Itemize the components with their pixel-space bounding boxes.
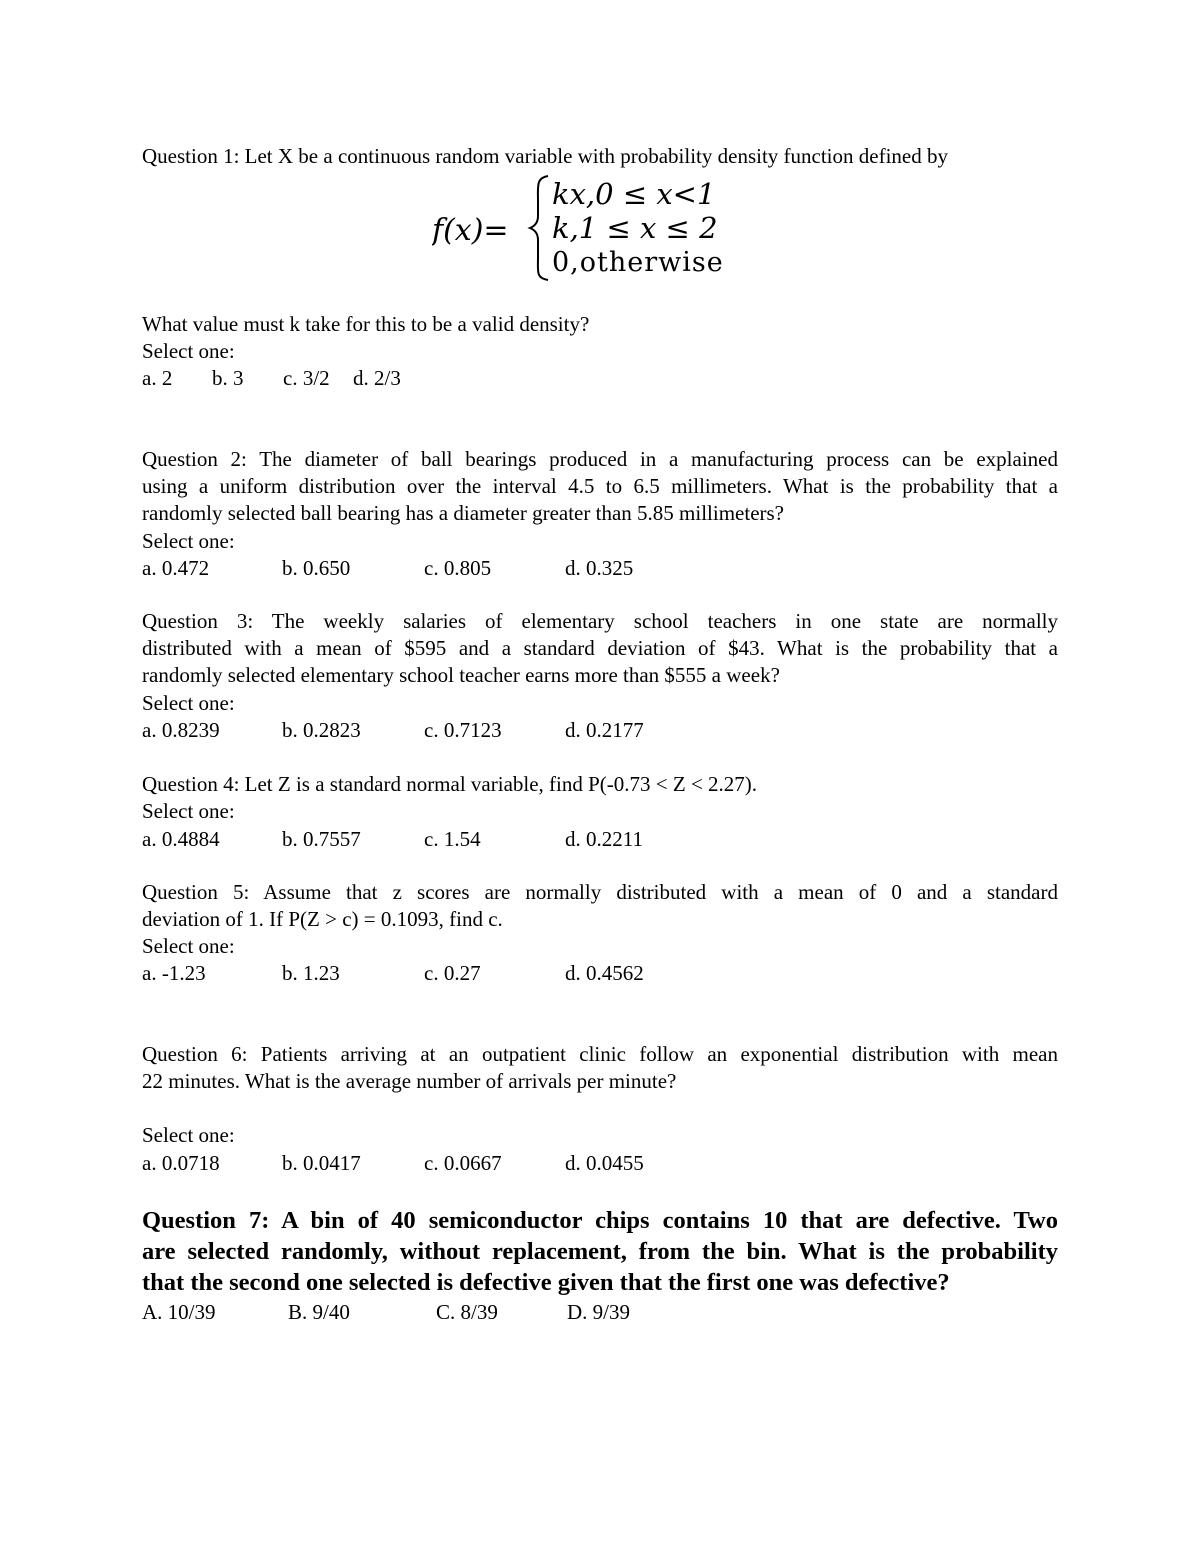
q6-option-d: d. 0.0455 (565, 1151, 644, 1175)
q5-option-a: a. -1.23 (142, 961, 206, 985)
q4-option-d: d. 0.2211 (565, 827, 643, 851)
q2-line-2: using a uniform distribution over the interval 4.5 to 6.5 millimeters. What is the probability that a (142, 474, 1058, 499)
q3-option-b: b. 0.2823 (282, 718, 361, 742)
q2-option-a: a. 0.472 (142, 556, 210, 580)
q7-options (142, 1299, 702, 1326)
q5-line-2: deviation of 1. If P(Z > c) = 0.1093, find c. (142, 907, 503, 932)
q6-option-b: b. 0.0417 (282, 1151, 361, 1175)
q5-options (142, 960, 702, 987)
q7-line-3: that the second one selected is defective given that the first one was defective? (142, 1269, 950, 1296)
q7-stem (142, 1205, 1058, 1298)
q1-stem: Question 1: Let X be a continuous random variable with probability density function defined by (142, 144, 948, 168)
q7-option-d: D. 9/39 (567, 1300, 630, 1324)
q1-option-a: a. 2 (142, 366, 173, 390)
q3-option-c: c. 0.7123 (424, 718, 502, 742)
q7-option-b: B. 9/40 (288, 1300, 350, 1324)
q6-stem (142, 1041, 1058, 1095)
q6-option-c: c. 0.0667 (424, 1151, 502, 1175)
q2-line-1: Question 2: The diameter of ball bearings produced in a manufacturing process can be explained (142, 447, 1058, 471)
piecewise-formula (432, 172, 752, 282)
q6-option-a: a. 0.0718 (142, 1151, 220, 1175)
q5-stem (142, 879, 1058, 933)
q7-option-a: A. 10/39 (142, 1300, 216, 1324)
q3-line-2: distributed with a mean of $595 and a standard deviation of $43. What is the probability that a (142, 636, 1058, 661)
q2-option-c: c. 0.805 (424, 556, 492, 580)
q3-option-d: d. 0.2177 (565, 718, 644, 742)
formula-case-1: kx,0 ≤ x<1 (552, 177, 716, 211)
formula-lhs: f(x)= (432, 213, 509, 248)
q4-option-b: b. 0.7557 (282, 827, 361, 851)
q3-select-label: Select one: (142, 691, 235, 715)
q5-option-d: d. 0.4562 (565, 961, 644, 985)
q4-stem: Question 4: Let Z is a standard normal variable, find P(-0.73 < Z < 2.27). (142, 772, 758, 796)
q6-line-2: 22 minutes. What is the average number of arrivals per minute? (142, 1069, 677, 1094)
q4-option-c: c. 1.54 (424, 827, 481, 851)
q1-question: What value must k take for this to be a valid density? (142, 312, 590, 336)
q6-line-1: Question 6: Patients arriving at an outpatient clinic follow an exponential distribution with mean (142, 1042, 1058, 1066)
q2-line-3: randomly selected ball bearing has a diameter greater than 5.85 millimeters? (142, 501, 784, 526)
q7-line-1: Question 7: A bin of 40 semiconductor chips contains 10 that are defective. Two (142, 1207, 1058, 1234)
q4-options (142, 826, 702, 853)
q3-line-1: Question 3: The weekly salaries of elementary school teachers in one state are normally (142, 609, 1058, 633)
q2-option-d: d. 0.325 (565, 556, 634, 580)
q2-options (142, 555, 702, 582)
q6-select-label: Select one: (142, 1123, 235, 1147)
q1-option-b: b. 3 (212, 366, 244, 390)
left-brace (530, 176, 548, 280)
q1-options (142, 365, 442, 392)
q3-stem (142, 608, 1058, 690)
q1-option-d: d. 2/3 (353, 366, 401, 390)
q2-option-b: b. 0.650 (282, 556, 351, 580)
q3-line-3: randomly selected elementary school teacher earns more than $555 a week? (142, 663, 780, 688)
q3-option-a: a. 0.8239 (142, 718, 220, 742)
q6-options (142, 1150, 702, 1177)
q2-select-label: Select one: (142, 529, 235, 553)
formula-case-3: 0,otherwise (552, 247, 724, 278)
q5-option-c: c. 0.27 (424, 961, 481, 985)
q3-options (142, 717, 702, 744)
q4-select-label: Select one: (142, 799, 235, 823)
q1-density-formula (432, 172, 752, 282)
q7-option-c: C. 8/39 (436, 1300, 498, 1324)
q5-line-1: Question 5: Assume that z scores are normally distributed with a mean of 0 and a standard (142, 880, 1058, 904)
q1-option-c: c. 3/2 (283, 366, 330, 390)
q2-stem (142, 446, 1058, 528)
q5-select-label: Select one: (142, 934, 235, 958)
q5-option-b: b. 1.23 (282, 961, 340, 985)
q7-line-2: are selected randomly, without replacement, from the bin. What is the probability (142, 1238, 1058, 1265)
q4-option-a: a. 0.4884 (142, 827, 220, 851)
q1-select-label: Select one: (142, 339, 235, 363)
formula-case-2: k,1 ≤ x ≤ 2 (552, 211, 718, 245)
